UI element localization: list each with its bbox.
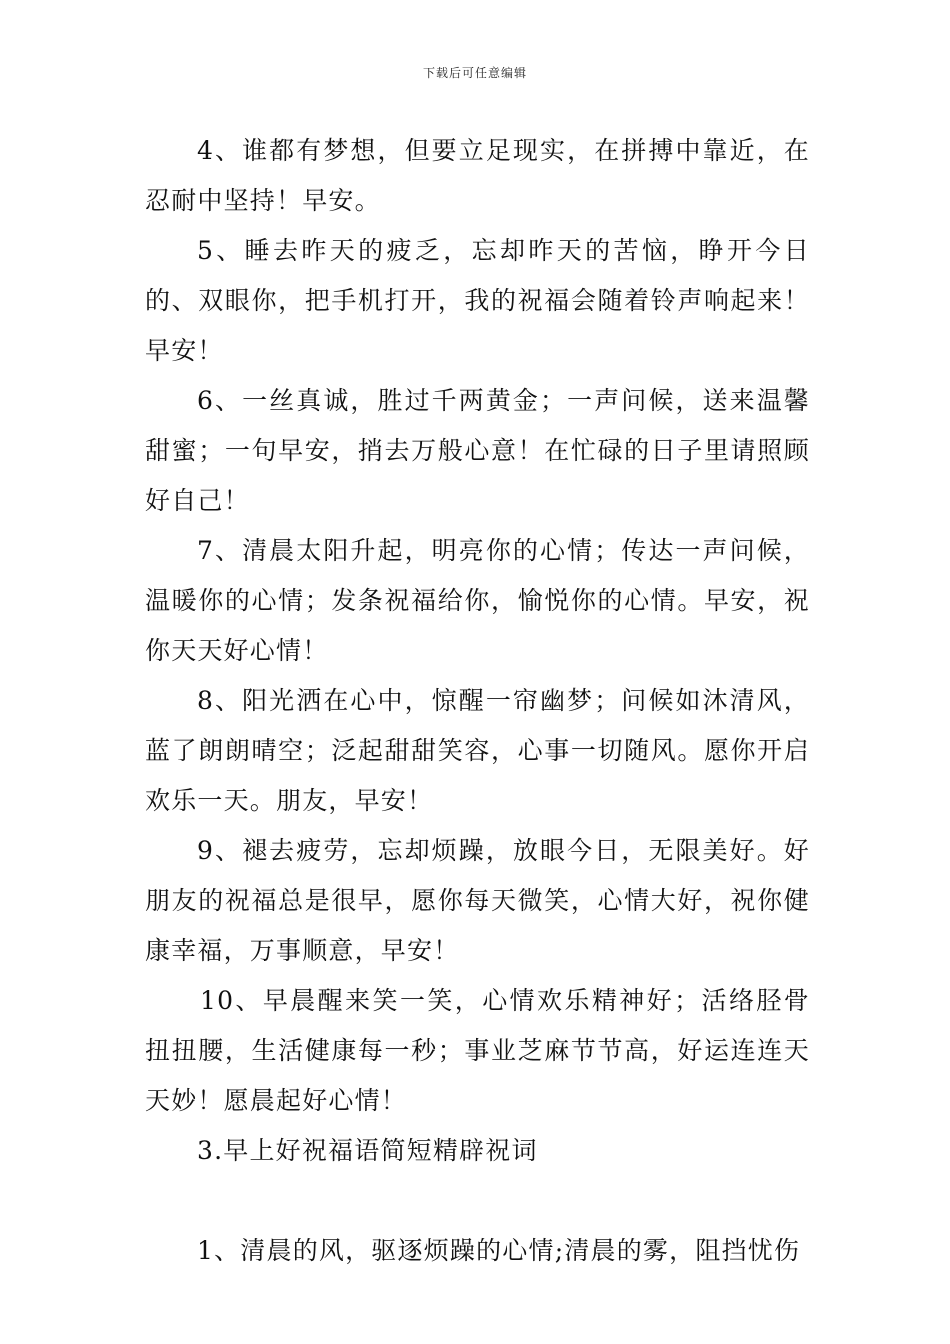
paragraph-5: 5、睡去昨天的疲乏，忘却昨天的苦恼，睁开今日的、双眼你，把手机打开，我的祝福会随着铃声响起来！早安！ [145,236,810,365]
paragraph-6: 6、一丝真诚，胜过千两黄金；一声问候，送来温馨甜蜜；一句早安，捎去万般心意！在忙碌的日子里请照顾好自己！ [145,386,810,515]
paragraph-4: 4、谁都有梦想，但要立足现实，在拼搏中靠近，在忍耐中坚持！早安。 [145,136,810,215]
paragraph-10: 10、早晨醒来笑一笑，心情欢乐精神好；活络胫骨扭扭腰，生活健康每一秒；事业芝麻节节高，好运连连天天妙！愿晨起好心情！ [145,986,810,1115]
document-body [145,126,810,1276]
paragraph-8: 8、阳光洒在心中，惊醒一帘幽梦；问候如沐清风，蓝了朗朗晴空；泛起甜甜笑容，心事一切随风。愿你开启欢乐一天。朋友，早安！ [145,686,810,815]
paragraph-9: 9、褪去疲劳，忘却烦躁，放眼今日，无限美好。好朋友的祝福总是很早，愿你每天微笑，心情大好，祝你健康幸福，万事顺意，早安！ [145,836,810,965]
page-header: 下载后可任意编辑 [422,66,527,80]
paragraph-7: 7、清晨太阳升起，明亮你的心情；传达一声问候，温暖你的心情；发条祝福给你，愉悦你的心情。早安，祝你天天好心情！ [145,536,810,665]
blank-line [145,1176,810,1226]
paragraph-1: 1、清晨的风，驱逐烦躁的心情;清晨的雾，阻挡忧伤 [197,1236,801,1265]
section-title: 3.早上好祝福语简短精辟祝词 [197,1136,538,1165]
